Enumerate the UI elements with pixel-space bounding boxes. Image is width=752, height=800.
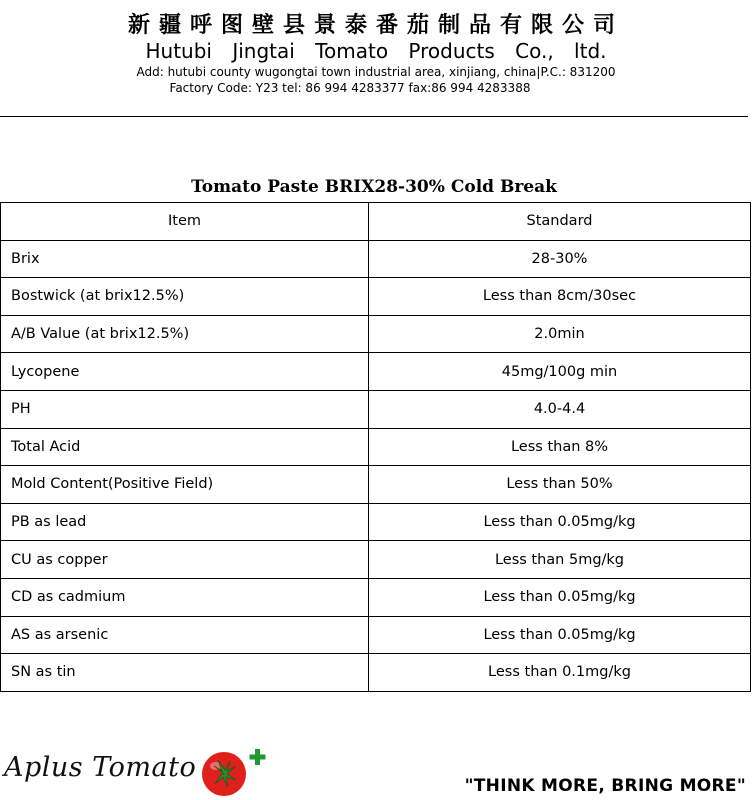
cell-item: Bostwick (at brix12.5%) [1, 278, 369, 316]
table-row [1, 353, 751, 391]
cell-standard: Less than 8cm/30sec [369, 278, 751, 316]
cell-standard: 28-30% [369, 240, 751, 278]
slogan: "THINK MORE, BRING MORE" [464, 776, 746, 796]
cell-item: Lycopene [1, 353, 369, 391]
specification-table [0, 202, 751, 692]
tomato-logo-icon [196, 744, 276, 800]
table-row [1, 578, 751, 616]
table-row [1, 616, 751, 654]
cell-item: A/B Value (at brix12.5%) [1, 315, 369, 353]
document-title: Tomato Paste BRIX28-30% Cold Break [191, 177, 557, 197]
table-row [1, 278, 751, 316]
column-header-standard: Standard [369, 203, 751, 241]
cell-item: Brix [1, 240, 369, 278]
cell-item: CU as copper [1, 541, 369, 579]
factory-contact: Factory Code: Y23 tel: 86 994 4283377 fax:86 994 4283388 [169, 81, 531, 95]
cell-item: CD as cadmium [1, 578, 369, 616]
cell-item: PB as lead [1, 503, 369, 541]
header-divider [0, 116, 748, 117]
company-name-chinese: 新疆呼图壁县景泰番茄制品有限公司 [127, 12, 624, 38]
brand-name: Aplus Tomato [4, 752, 197, 783]
cell-standard: Less than 0.05mg/kg [369, 503, 751, 541]
table-row [1, 466, 751, 504]
cell-standard: 45mg/100g min [369, 353, 751, 391]
table-row [1, 541, 751, 579]
cell-standard: 4.0-4.4 [369, 390, 751, 428]
cell-standard: Less than 0.05mg/kg [369, 578, 751, 616]
cell-standard: Less than 8% [369, 428, 751, 466]
cell-standard: Less than 0.05mg/kg [369, 616, 751, 654]
table-row [1, 503, 751, 541]
table-row [1, 390, 751, 428]
table-row [1, 428, 751, 466]
company-address: Add: hutubi county wugongtai town industrial area, xinjiang, china|P.C.: 831200 [136, 65, 616, 79]
table-row [1, 315, 751, 353]
cell-standard: Less than 5mg/kg [369, 541, 751, 579]
cell-item: Mold Content(Positive Field) [1, 466, 369, 504]
cell-item: AS as arsenic [1, 616, 369, 654]
cell-standard: Less than 0.1mg/kg [369, 654, 751, 692]
table-body [1, 240, 751, 691]
table-row [1, 654, 751, 692]
cell-standard: 2.0min [369, 315, 751, 353]
table-row [1, 240, 751, 278]
column-header-item: Item [1, 203, 369, 241]
company-name-english: Hutubi Jingtai Tomato Products Co., ltd. [145, 39, 607, 63]
cell-item: PH [1, 390, 369, 428]
cell-standard: Less than 50% [369, 466, 751, 504]
cell-item: SN as tin [1, 654, 369, 692]
cell-item: Total Acid [1, 428, 369, 466]
table-header-row [1, 203, 751, 241]
